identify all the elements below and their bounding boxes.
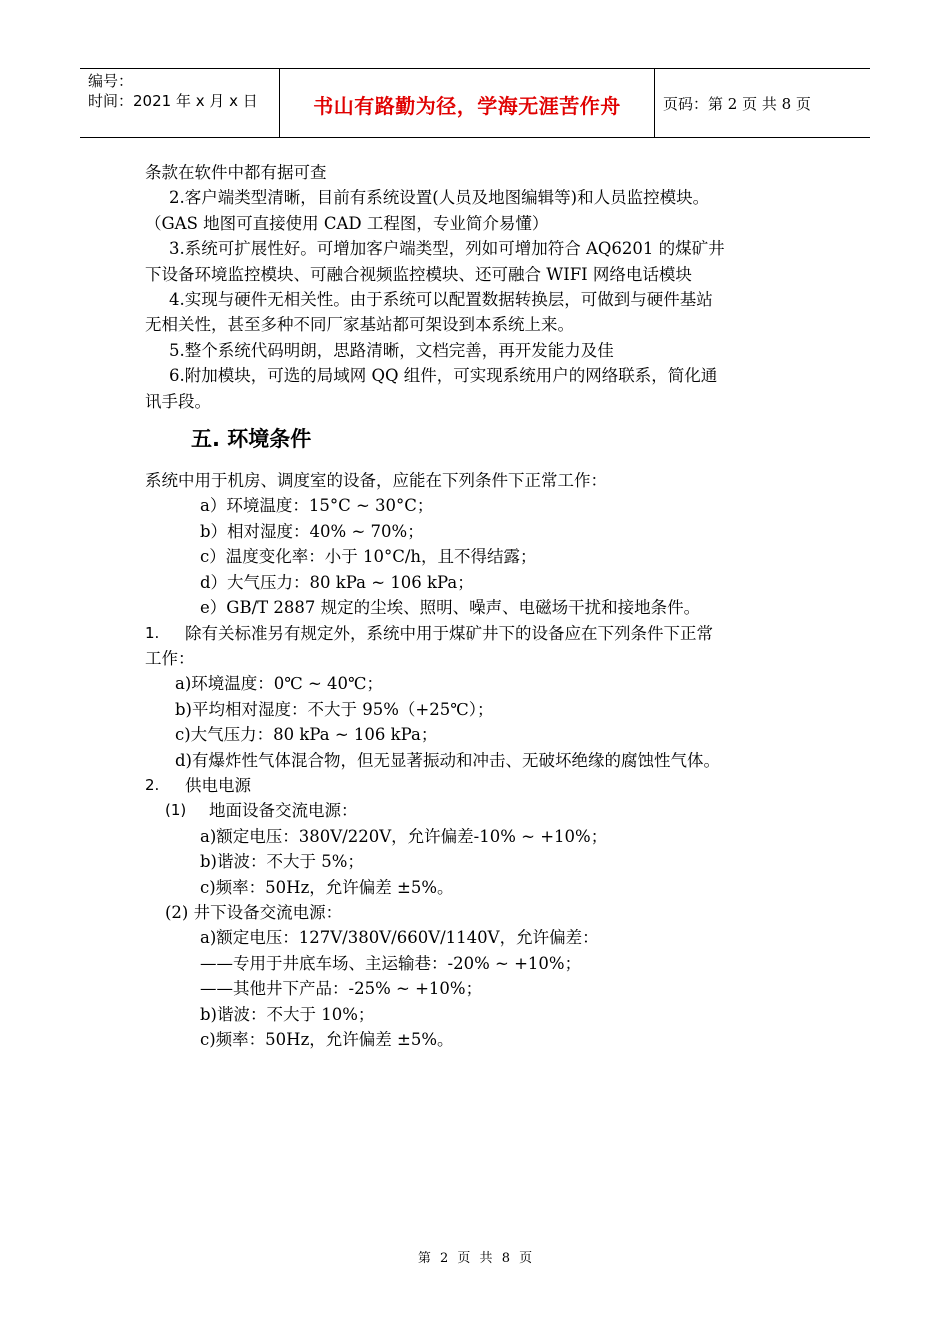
list-item: ——其他井下产品：-25% ~ +10%； — [200, 979, 483, 999]
list-item: ——专用于井底车场、主运输巷：-20% ~ +10%； — [200, 953, 582, 973]
list-item: c)频率：50Hz，允许偏差 ±5%。 — [200, 1030, 454, 1049]
list-item: e）GB/T 2887 规定的尘埃、照明、噪声、电磁场干扰和接地条件。 — [200, 598, 701, 618]
header-meta — [80, 69, 280, 137]
item-text: 供电电源 — [185, 775, 251, 795]
sub-item-text: 地面设备交流电源： — [209, 801, 358, 821]
paragraph: 工作： — [145, 648, 195, 668]
list-item: d)有爆炸性气体混合物，但无显著振动和冲击、无破坏绝缘的腐蚀性气体。 — [175, 750, 720, 770]
sub-item: (2) 井下设备交流电源： — [165, 902, 343, 922]
list-item: b）相对湿度：40% ~ 70%； — [200, 521, 424, 541]
list-item: a)额定电压：127V/380V/660V/1140V，允许偏差： — [200, 928, 599, 948]
sub-item — [145, 798, 815, 823]
paragraph: 6.附加模块，可选的局域网 QQ 组件，可实现系统用户的网络联系，简化通 — [169, 366, 718, 386]
list-item: b)谐波：不大于 10%； — [200, 1004, 375, 1024]
list-item: c)大气压力：80 kPa ~ 106 kPa； — [175, 725, 438, 745]
paragraph: 无相关性，甚至多种不同厂家基站都可架设到本系统上来。 — [145, 315, 574, 335]
header-motto: 书山有路勤为径，学海无涯苦作舟 — [280, 69, 655, 137]
item-number: 2. — [145, 775, 160, 794]
item-number: 1. — [145, 623, 160, 642]
document-body — [145, 160, 815, 1052]
list-item: c)频率：50Hz，允许偏差 ±5%。 — [200, 877, 454, 897]
paragraph: 讯手段。 — [145, 391, 211, 411]
paragraph: （GAS 地图可直接使用 CAD 工程图，专业简介易懂） — [145, 213, 549, 233]
paragraph: 下设备环境监控模块、可融合视频监控模块、还可融合 WIFI 网络电话模块 — [145, 264, 692, 284]
list-item: b)谐波：不大于 5%； — [200, 852, 364, 872]
paragraph: 系统中用于机房、调度室的设备，应能在下列条件下正常工作： — [145, 471, 607, 491]
numbered-item — [145, 773, 815, 798]
paragraph: 条款在软件中都有据可查 — [145, 163, 327, 182]
list-item: c）温度变化率：小于 10°C/h，且不得结露； — [200, 547, 537, 567]
list-item: a)额定电压：380V/220V，允许偏差-10% ~ +10%； — [200, 826, 608, 846]
header-table — [80, 68, 870, 138]
time-label: 时间：2021 年 x 月 x 日 — [88, 92, 258, 110]
list-item: b)平均相对湿度：不大于 95%（+25℃）； — [175, 699, 494, 719]
list-item: d）大气压力：80 kPa ~ 106 kPa； — [200, 572, 474, 592]
sub-item-number: (1) — [165, 801, 187, 820]
paragraph: 4.实现与硬件无相关性。由于系统可以配置数据转换层，可做到与硬件基站 — [169, 290, 713, 310]
number-label: 编号： — [88, 72, 134, 90]
section-heading: 五. 环境条件 — [191, 427, 312, 452]
paragraph: 3.系统可扩展性好。可增加客户端类型，列如可增加符合 AQ6201 的煤矿井 — [169, 239, 725, 259]
paragraph: 2.客户端类型清晰，目前有系统设置(人员及地图编辑等)和人员监控模块。 — [169, 188, 710, 208]
paragraph: 5.整个系统代码明朗，思路清晰，文档完善，再开发能力及佳 — [169, 340, 614, 360]
page-footer: 第 2 页 共 8 页 — [417, 1251, 533, 1266]
list-item: a)环境温度：0℃ ~ 40℃； — [175, 674, 383, 694]
header-page-label: 页码：第 2 页 共 8 页 — [663, 94, 811, 113]
item-text: 除有关标准另有规定外，系统中用于煤矿井下的设备应在下列条件下正常 — [185, 623, 713, 643]
list-item: a）环境温度：15°C ~ 30°C； — [200, 496, 434, 516]
numbered-item — [145, 621, 815, 646]
